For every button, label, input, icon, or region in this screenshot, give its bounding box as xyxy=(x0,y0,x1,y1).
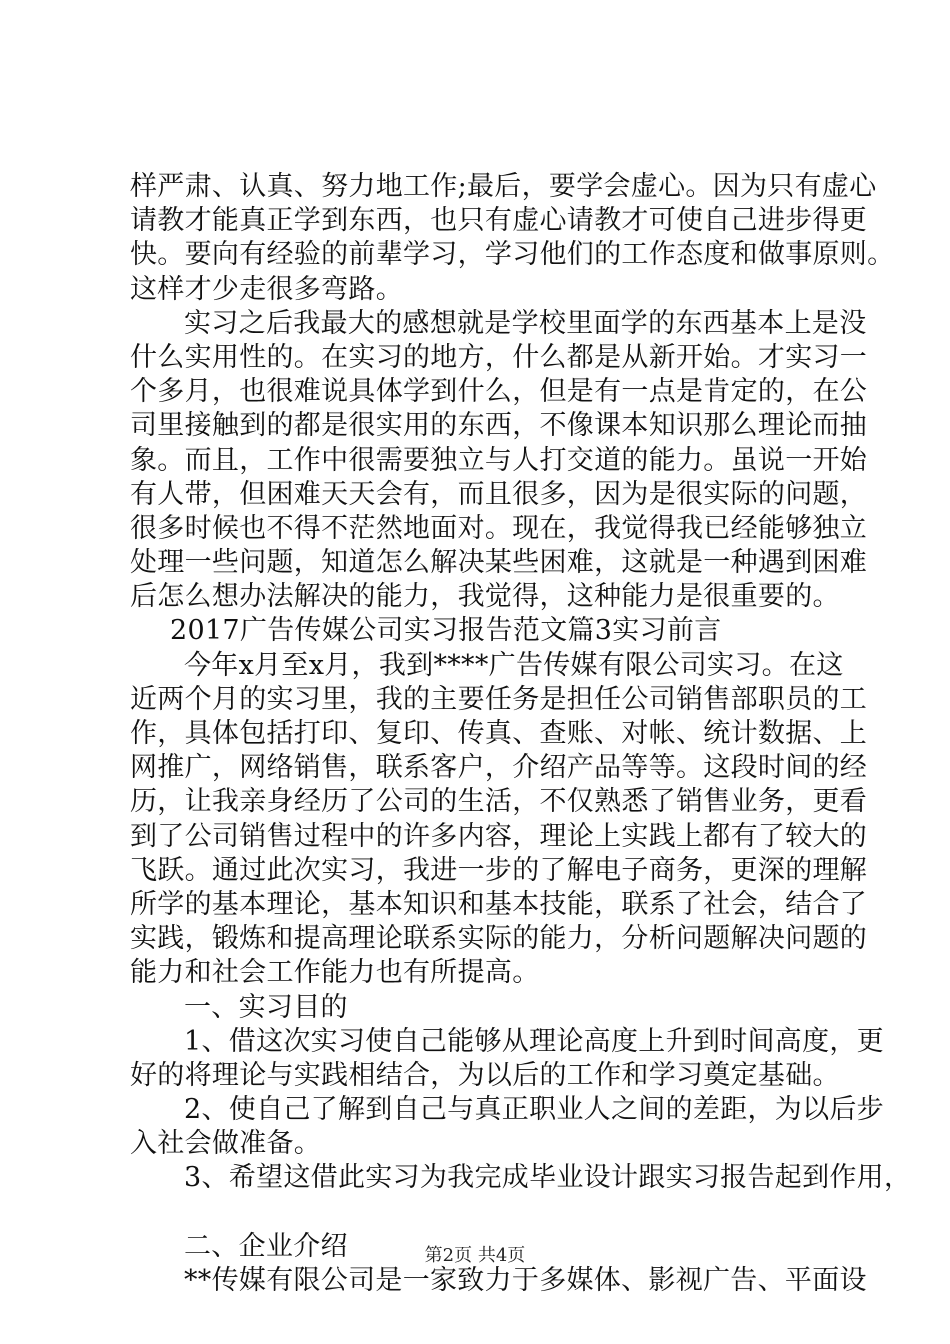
section-heading: 2017广告传媒公司实习报告范文篇3实习前言 xyxy=(170,615,722,647)
paragraph-start: 实习之后我最大的感想就是学校里面学的东西基本上是没 xyxy=(184,307,867,339)
text-line: 请教才能真正学到东西，也只有虚心请教才可使自己进步得更 xyxy=(130,205,868,237)
text-line: 能力和社会工作能力也有所提高。 xyxy=(130,957,540,989)
blank-line xyxy=(130,1196,830,1230)
paragraph-start: **传媒有限公司是一家致力于多媒体、影视广告、平面设 xyxy=(184,1265,867,1296)
text-line: 什么实用性的。在实习的地方，什么都是从新开始。才实习一 xyxy=(130,341,868,373)
text-line: 处理一些问题，知道怎么解决某些困难，这就是一种遇到困难 xyxy=(130,547,868,579)
paragraph-start: 今年x月至x月，我到****广告传媒有限公司实习。在这 xyxy=(184,649,844,681)
section-heading: 二、企业介绍 xyxy=(184,1230,348,1262)
text-line: 好的将理论与实践相结合，为以后的工作和学习奠定基础。 xyxy=(130,1059,840,1091)
body-text xyxy=(130,170,912,1298)
text-line: 个多月，也很难说具体学到什么，但是有一点是肯定的，在公 xyxy=(130,376,868,408)
page-footer xyxy=(0,1245,950,1267)
section-heading: 一、实习目的 xyxy=(184,991,348,1023)
text-line: 后怎么想办法解决的能力，我觉得，这种能力是很重要的。 xyxy=(130,581,840,613)
text-line: 所学的基本理论，基本知识和基本技能，联系了社会，结合了 xyxy=(130,888,868,920)
text-line: 有人带，但困难天天会有，而且很多，因为是很实际的问题， xyxy=(130,478,868,510)
text-line: 作，具体包括打印、复印、传真、查账、对帐、统计数据、上 xyxy=(130,718,868,749)
text-line: 历，让我亲身经历了公司的生活，不仅熟悉了销售业务，更看 xyxy=(130,786,868,818)
text-line: 样严肃、认真、努力地工作;最后，要学会虚心。因为只有虚心 xyxy=(130,171,877,202)
text-line: 到了公司销售过程中的许多内容，理论上实践上都有了较大的 xyxy=(130,820,868,852)
page-number: 第2页 共4页 xyxy=(424,1245,526,1266)
text-line: 象。而且，工作中很需要独立与人打交道的能力。虽说一开始 xyxy=(130,444,868,476)
list-item: 2、使自己了解到自己与真正职业人之间的差距，为以后步 xyxy=(184,1094,884,1126)
list-item: 3、希望这借此实习为我完成毕业设计跟实习报告起到作用， xyxy=(184,1162,912,1194)
text-line: 入社会做准备。 xyxy=(130,1128,322,1160)
text-line: 这样才少走很多弯路。 xyxy=(130,273,403,305)
text-line: 网推广，网络销售，联系客户，介绍产品等等。这段时间的经 xyxy=(130,752,868,784)
text-line: 司里接触到的都是很实用的东西，不像课本知识那么理论而抽 xyxy=(130,410,868,442)
list-item: 1、借这次实习使自己能够从理论高度上升到时间高度，更 xyxy=(184,1025,884,1057)
text-line: 近两个月的实习里，我的主要任务是担任公司销售部职员的工 xyxy=(130,683,868,715)
text-line: 实践，锻炼和提高理论联系实际的能力，分析问题解决问题的 xyxy=(130,923,868,955)
text-line: 快。要向有经验的前辈学习，学习他们的工作态度和做事原则。 xyxy=(130,239,895,271)
text-line: 飞跃。通过此次实习，我进一步的了解电子商务，更深的理解 xyxy=(130,854,868,886)
text-line: 很多时候也不得不茫然地面对。现在，我觉得我已经能够独立 xyxy=(130,512,868,544)
